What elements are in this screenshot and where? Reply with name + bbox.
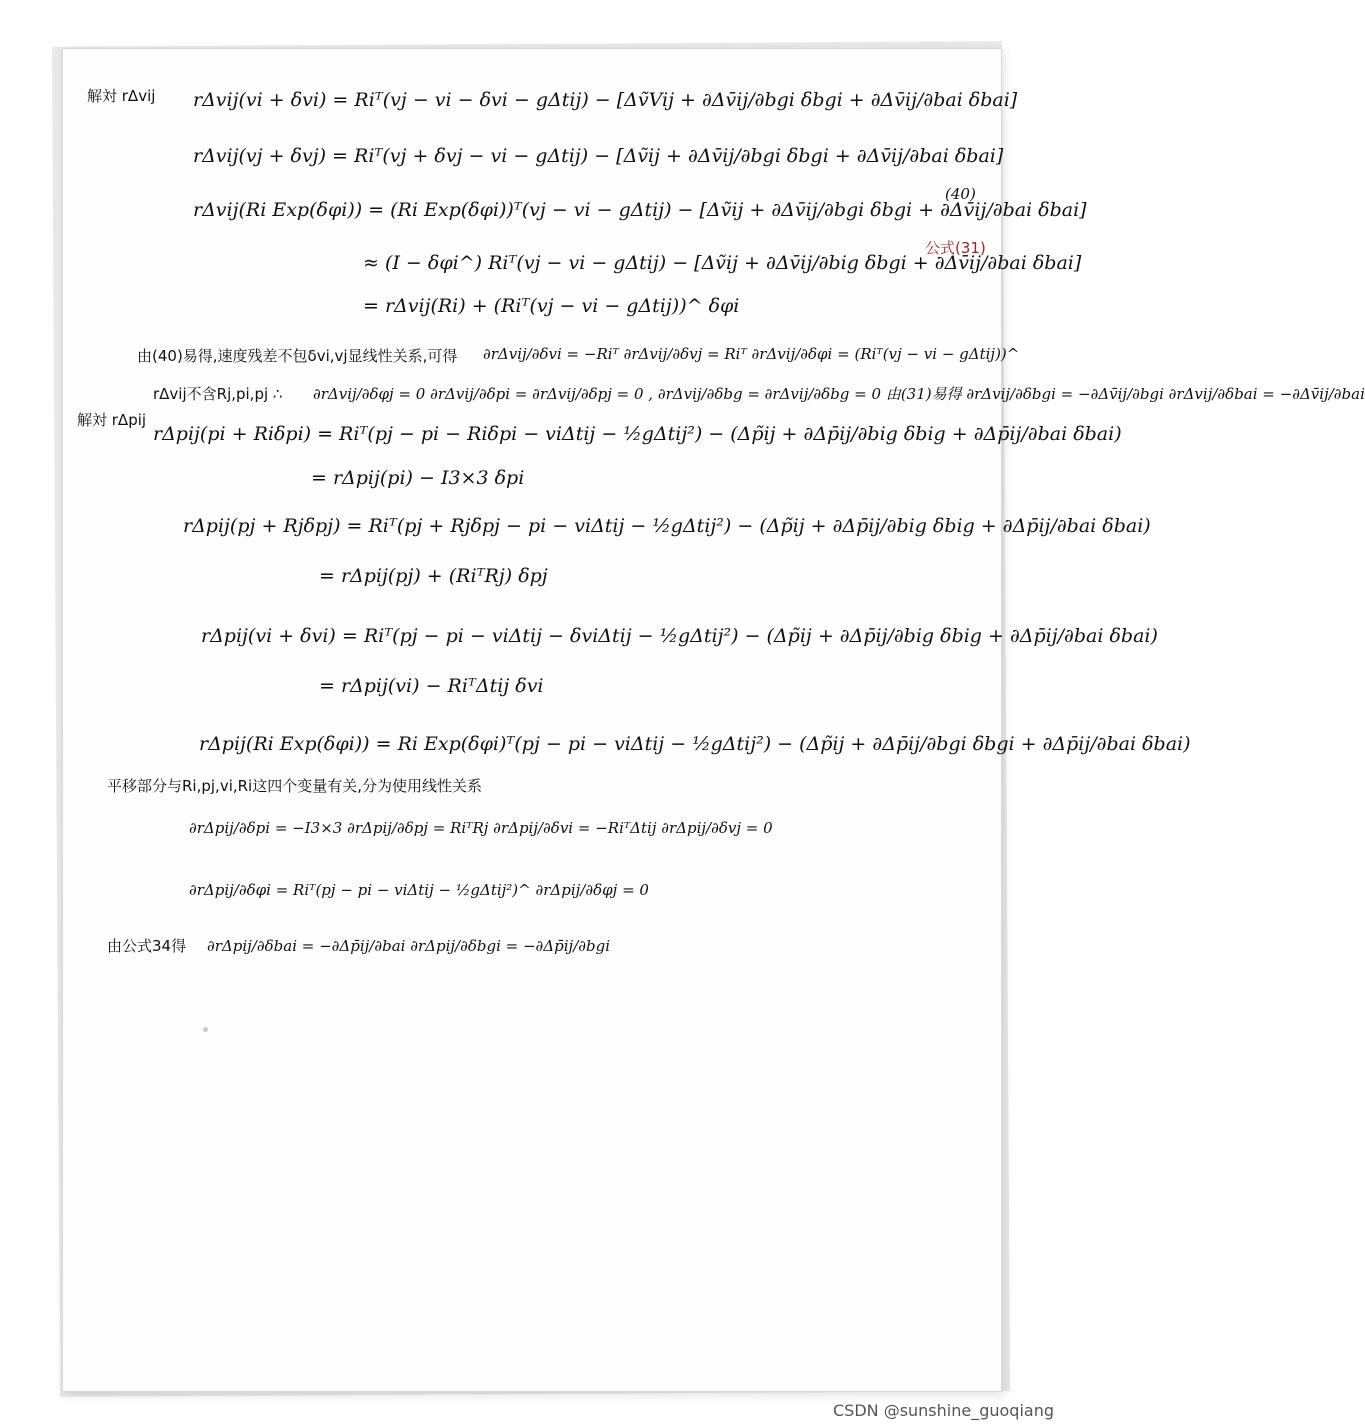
bias-note: 由公式34得 bbox=[107, 937, 187, 955]
section-label-rv: 解対 rΔvij bbox=[87, 87, 156, 105]
rv-no-rj-note: rΔvij不含Rj,pi,pj ∴ bbox=[153, 385, 283, 403]
eq-rp-pi-2: = rΔpij(pi) − I3×3 δpi bbox=[311, 467, 525, 489]
equation-number: (40) bbox=[945, 185, 976, 203]
eq-partials-1: ∂rΔvij/∂δvi = −Riᵀ ∂rΔvij/∂δvj = Riᵀ ∂rΔvij/∂δφi = (Riᵀ(vj − vi − gΔtij))^ bbox=[483, 345, 1020, 363]
eq-bias-partials: ∂rΔpij/∂δbai = −∂Δp̄ij/∂bai ∂rΔpij/∂δbgi = −∂Δp̄ij/∂bgi bbox=[207, 937, 611, 955]
watermark: CSDN @sunshine_guoqiang bbox=[832, 1401, 1054, 1420]
eq-rp-pi-1: rΔpij(pi + Riδpi) = Riᵀ(pj − pi − Riδpi − viΔtij − ½gΔtij²) − (Δp̃ij + ∂Δp̄ij/∂big δbig + ∂Δp̄ij/∂bai δbai) bbox=[153, 423, 1122, 445]
eq-partials-2: ∂rΔvij/∂δφj = 0 ∂rΔvij/∂δpi = ∂rΔvij/∂δpj = 0 , ∂rΔvij/∂δbg = ∂rΔvij/∂δbg = 0 由(31)易得 ∂rΔvij/∂δbgi = −∂Δv̄ij/∂bgi ∂rΔvij/∂δbai = −∂Δv̄ij/∂bai bbox=[313, 385, 1365, 403]
partials-note: 由(40)易得,速度残差不包δvi,vj显线性关系,可得 bbox=[137, 347, 458, 365]
eq-rv-vj: rΔvij(vj + δvj) = Riᵀ(vj + δvj − vi − gΔtij) − [Δṽij + ∂Δv̄ij/∂bgi δbgi + ∂Δv̄ij/∂bai δbai] bbox=[193, 145, 1004, 167]
rp-note: 平移部分与Ri,pj,vi,Ri这四个变量有关,分为使用线性关系 bbox=[107, 777, 482, 795]
red-annotation: 公式(31) bbox=[925, 239, 986, 257]
pencil-dot bbox=[203, 1027, 208, 1032]
eq-rv-R3: = rΔvij(Ri) + (Riᵀ(vj − vi − gΔtij))^ δφi bbox=[363, 295, 740, 317]
handwritten-paper bbox=[62, 48, 1365, 1392]
eq-rp-partials-1: ∂rΔpij/∂δpi = −I3×3 ∂rΔpij/∂δpj = RiᵀRj ∂rΔpij/∂δvi = −RiᵀΔtij ∂rΔpij/∂δvj = 0 bbox=[189, 819, 773, 837]
eq-rp-pj-1: rΔpij(pj + Rjδpj) = Riᵀ(pj + Rjδpj − pi − viΔtij − ½gΔtij²) − (Δp̃ij + ∂Δp̄ij/∂big δbig + ∂Δp̄ij/∂bai δbai) bbox=[183, 515, 1151, 537]
eq-rv-R1: rΔvij(Ri Exp(δφi)) = (Ri Exp(δφi))ᵀ(vj − vi − gΔtij) − [Δṽij + ∂Δv̄ij/∂bgi δbgi + ∂Δv̄ij/∂bai δbai] bbox=[193, 199, 1087, 221]
eq-rp-vi-2: = rΔpij(vi) − RiᵀΔtij δvi bbox=[319, 675, 544, 697]
section-label-rp: 解対 rΔpij bbox=[77, 411, 147, 429]
eq-rp-partials-2: ∂rΔpij/∂δφi = Riᵀ(pj − pi − viΔtij − ½gΔtij²)^ ∂rΔpij/∂δφj = 0 bbox=[189, 881, 649, 899]
eq-rp-vi-1: rΔpij(vi + δvi) = Riᵀ(pj − pi − viΔtij − δviΔtij − ½gΔtij²) − (Δp̃ij + ∂Δp̄ij/∂big δbig + ∂Δp̄ij/∂bai δbai) bbox=[201, 625, 1158, 647]
eq-rp-R-1: rΔpij(Ri Exp(δφi)) = Ri Exp(δφi)ᵀ(pj − pi − viΔtij − ½gΔtij²) − (Δp̃ij + ∂Δp̄ij/∂bgi δbgi + ∂Δp̄ij/∂bai δbai) bbox=[199, 733, 1191, 755]
eq-rp-pj-2: = rΔpij(pj) + (RiᵀRj) δpj bbox=[319, 565, 548, 587]
eq-rv-vi: rΔvij(vi + δvi) = Riᵀ(vj − vi − δvi − gΔtij) − [ΔṽVij + ∂Δv̄ij/∂bgi δbgi + ∂Δv̄ij/∂bai δbai] bbox=[193, 89, 1018, 111]
eq-rv-R2: ≈ (I − δφi^) Riᵀ(vj − vi − gΔtij) − [Δṽij + ∂Δv̄ij/∂big δbgi + ∂Δv̄ij/∂bai δbai] bbox=[363, 252, 1082, 274]
